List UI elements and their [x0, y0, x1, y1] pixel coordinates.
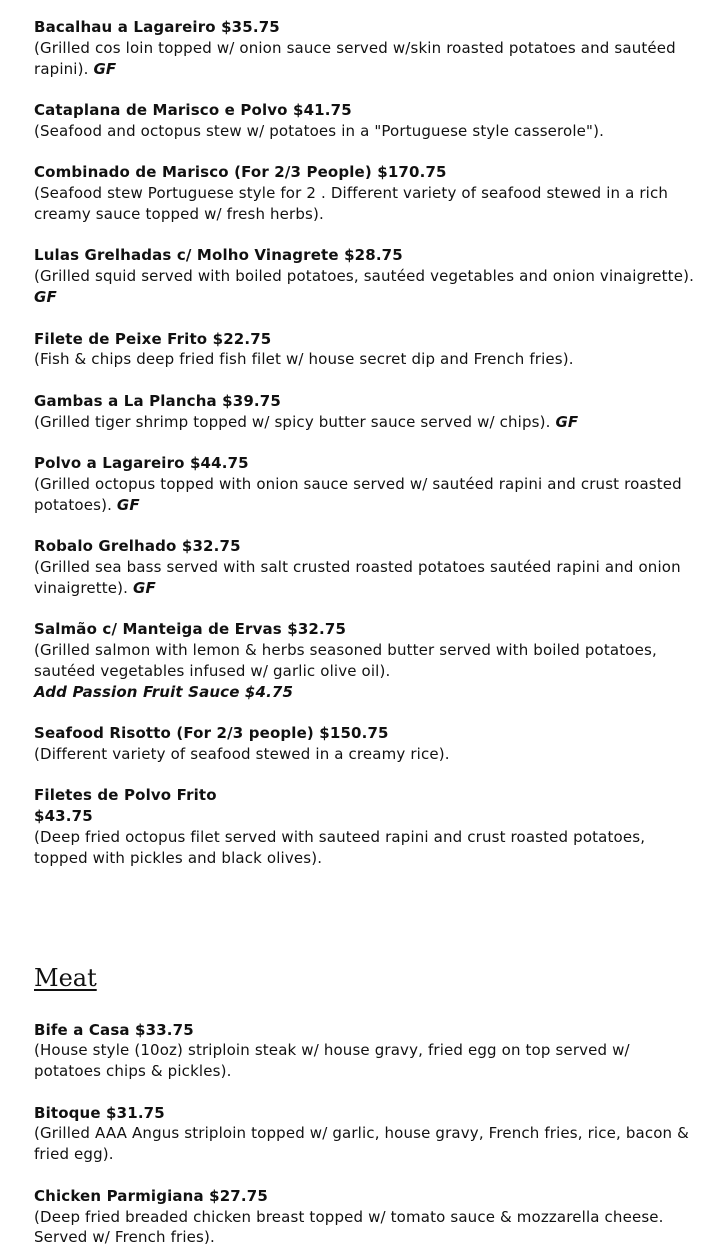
menu-item-description: (Grilled salmon with lemon & herbs seasoned butter served with boiled potatoes, sautéed vegetables infused w/ garlic olive oil).: [34, 641, 657, 680]
menu-item-name: Polvo a Lagareiro $44.75: [34, 454, 249, 473]
menu-item-seafood-risotto: [34, 723, 694, 765]
menu-item-chicken-parmigiana: [34, 1186, 694, 1248]
menu-item-name: Lulas Grelhadas c/ Molho Vinagrete $28.75: [34, 246, 403, 265]
menu-item-description: (Seafood and octopus stew w/ potatoes in a "Portuguese style casserole").: [34, 121, 605, 140]
menu-item-filetes-polvo: [34, 785, 694, 868]
menu-item-description: (Grilled tiger shrimp topped w/ spicy butter sauce served w/ chips). GF: [34, 412, 579, 431]
gluten-free-tag: GF: [555, 412, 579, 431]
menu-item-description: (Grilled squid served with boiled potatoes, sautéed vegetables and onion vinaigrette). GF: [34, 267, 694, 307]
menu-item-description: (Different variety of seafood stewed in a creamy rice).: [34, 744, 450, 763]
menu-item-description: (Grilled AAA Angus striploin topped w/ garlic, house gravy, French fries, rice, bacon & fried egg).: [34, 1124, 689, 1164]
menu-item-name: Robalo Grelhado $32.75: [34, 537, 241, 556]
menu-item-name: Combinado de Marisco (For 2/3 People) $170.75: [34, 163, 447, 182]
menu-item-description: (Grilled sea bass served with salt crusted roasted potatoes sautéed rapini and onion vinaigrette). GF: [34, 557, 681, 597]
menu-item-addon: Add Passion Fruit Sauce $4.75: [34, 682, 294, 701]
menu-item-description: (Fish & chips deep fried fish filet w/ house secret dip and French fries).: [34, 350, 574, 369]
menu-item-name: Chicken Parmigiana $27.75: [34, 1186, 268, 1205]
menu-item-filete-peixe: [34, 329, 694, 371]
menu-item-lulas: [34, 245, 694, 307]
menu-item-name: Gambas a La Plancha $39.75: [34, 391, 281, 410]
menu-item-combinado: [34, 162, 694, 224]
menu-item-gambas: [34, 391, 694, 433]
gluten-free-tag: GF: [93, 59, 117, 78]
menu-item-description: (Deep fried octopus filet served with sauteed rapini and crust roasted potatoes, topped with pickles and black olives).: [34, 827, 646, 867]
menu-item-description: (Deep fried breaded chicken breast topped w/ tomato sauce & mozzarella cheese. Served w/ French fries).: [34, 1207, 664, 1247]
menu-item-name: Seafood Risotto (For 2/3 people) $150.75: [34, 724, 389, 743]
menu-item-name: Bacalhau a Lagareiro $35.75: [34, 18, 280, 36]
gluten-free-tag: GF: [116, 495, 140, 514]
menu-item-salmao: [34, 619, 694, 702]
menu-item-description: (Seafood stew Portuguese style for 2 . Different variety of seafood stewed in a rich creamy sauce topped w/ fresh herbs).: [34, 184, 669, 223]
menu-item-name: Filetes de Polvo Frito: [34, 786, 217, 805]
menu-item-description: (Grilled cos loin topped w/ onion sauce served w/skin roasted potatoes and sautéed rapini). GF: [34, 38, 676, 78]
menu-item-price: $43.75: [34, 807, 93, 826]
menu-item-description: (Grilled octopus topped with onion sauce served w/ sautéed rapini and crust roasted potatoes). GF: [34, 474, 682, 514]
menu-item-robalo: [34, 536, 694, 598]
menu-item-name: Filete de Peixe Frito $22.75: [34, 329, 272, 348]
menu-item-name: Salmão c/ Manteiga de Ervas $32.75: [34, 620, 347, 639]
menu-item-name: Bitoque $31.75: [34, 1103, 165, 1122]
menu-item-cataplana: [34, 100, 694, 142]
menu-item-polvo: [34, 453, 694, 515]
menu-item-name: Cataplana de Marisco e Polvo $41.75: [34, 101, 352, 120]
section-title-meat: Meat: [34, 963, 97, 992]
gluten-free-tag: GF: [34, 288, 57, 307]
menu-item-description: (House style (10oz) striploin steak w/ house gravy, fried egg on top served w/ potatoes chips & pickles).: [34, 1041, 630, 1081]
menu-item-bife-a-casa: [34, 1020, 694, 1082]
gluten-free-tag: GF: [132, 578, 156, 597]
menu-item-name: Bife a Casa $33.75: [34, 1020, 194, 1039]
menu-item-bacalhau: [34, 17, 694, 79]
menu-item-bitoque: [34, 1103, 694, 1165]
